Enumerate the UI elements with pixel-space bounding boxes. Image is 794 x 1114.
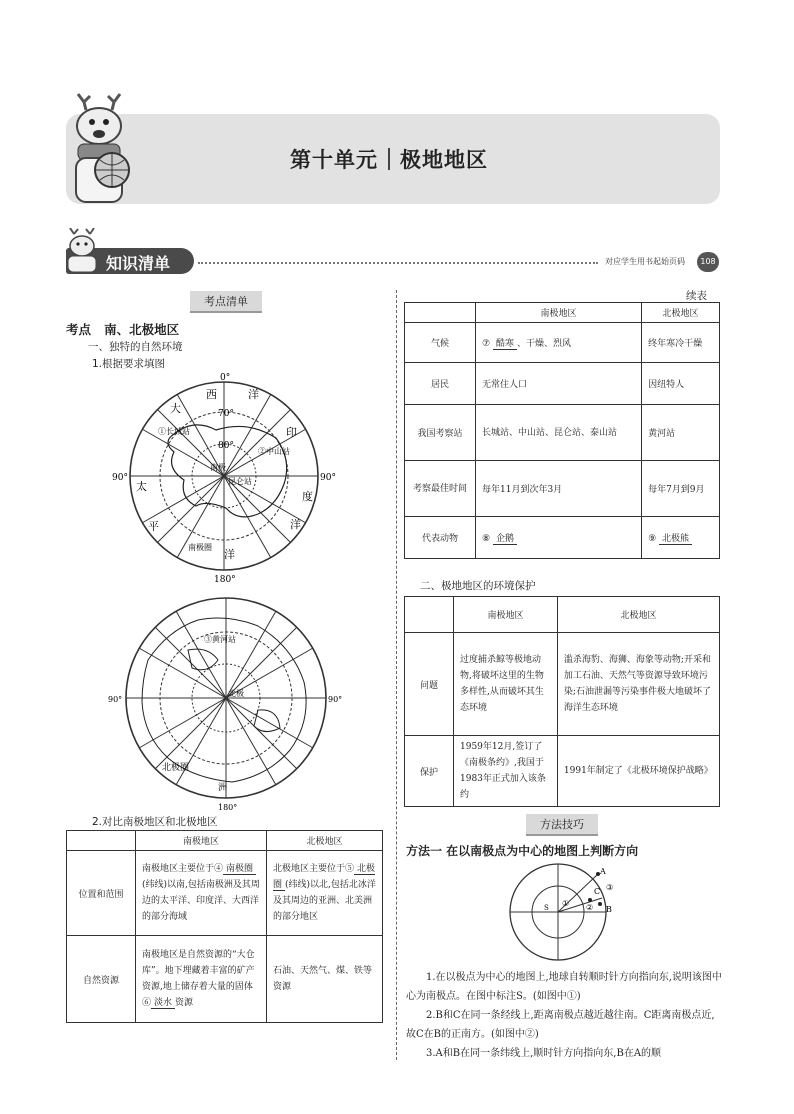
cell-text: (纬线)以北,包括北冰洋及其周边的亚洲、北美洲的部分地区: [272, 880, 376, 922]
row-label: 考察最佳时间: [405, 461, 476, 517]
arctic-map: [108, 590, 344, 812]
cell: 1991年制定了《北极环境保护战略》: [557, 736, 719, 807]
deer-mascot-icon: [64, 92, 144, 212]
row-label: 自然资源: [67, 936, 136, 1023]
cell: 每年7月到9月: [642, 461, 720, 517]
corner-cell: [405, 597, 454, 633]
cell-text: 南极地区是自然资源的“大仓库”。地下埋藏着丰富的矿产资源,地上储存着大量的固体⑥: [142, 950, 255, 1008]
table-row: [405, 363, 720, 405]
continued-label: 续表: [686, 290, 707, 302]
paragraph-2: 2.B和C在同一条经线上,距离南极点越近越往南。C距离南极点近,故C在B的正南方。(如图中②): [406, 1010, 715, 1040]
ocean-ping: 平: [148, 520, 159, 533]
deer-small-icon: [62, 228, 102, 274]
cell: [476, 323, 642, 363]
table-row: [405, 736, 720, 807]
cell-text: 北极地区主要位于⑤: [272, 864, 354, 874]
point-b-label: B: [606, 905, 612, 914]
item-2: 2.对比南极地区和北极地区: [92, 816, 218, 828]
section-tag-checklist: 考点清单: [190, 291, 262, 313]
column-divider: [396, 290, 397, 1060]
corner-cell: [67, 831, 136, 851]
table-row: [67, 851, 383, 936]
subsection-1: 一、独特的自然环境: [88, 341, 183, 353]
cell-text: ⑨: [648, 534, 657, 544]
section-tag-methods: 方法技巧: [526, 814, 598, 836]
arctic-map-grid: [126, 598, 326, 798]
south-pole-label: 南极: [210, 463, 226, 472]
mark-1: ①: [562, 899, 570, 908]
ocean-yang3: 洋: [290, 518, 301, 531]
answer: 企鹅: [493, 534, 517, 545]
row-label: 代表动物: [405, 517, 476, 559]
page-title: [290, 144, 488, 174]
ocean-yin: 印: [286, 426, 297, 439]
col-north: 北极地区: [266, 831, 382, 851]
topic-prefix: 考点: [66, 322, 92, 337]
cell-text: (纬线)以南,包括南极洲及其周边的太平洋、印度洋、大西洋的部分海域: [142, 880, 260, 922]
station-huanghe: ③黄河站: [204, 635, 236, 644]
method-paragraphs: [406, 968, 722, 1063]
cell: [266, 851, 382, 936]
cell: 石油、天然气、煤、铁等资源: [266, 936, 382, 1023]
cell: 因纽特人: [642, 363, 720, 405]
answer: 北极熊: [659, 534, 692, 545]
table-row: [405, 405, 720, 461]
cell: 每年11月到次年3月: [476, 461, 642, 517]
cell: 1959年12月,签订了《南极条约》,我国于1983年正式加入该条约: [454, 736, 558, 807]
station-changcheng: ①长城站: [158, 427, 190, 436]
arctic-zhou-label: 洲: [218, 783, 228, 793]
table-row: [405, 323, 720, 363]
cell: 终年寒冷干燥: [642, 323, 720, 363]
title-separator: [388, 148, 390, 170]
table-row: [67, 936, 383, 1023]
ocean-yang1: 洋: [248, 388, 259, 401]
cell: 过度捕杀鲸等极地动物,将破坏这里的生物多样性,从而破坏其生态环境: [454, 633, 558, 736]
answer: 南极圈: [223, 864, 256, 875]
ocean-xi: 西: [206, 388, 217, 401]
cell-text: 南极地区主要位于④: [142, 864, 224, 874]
row-label: 居民: [405, 363, 476, 405]
unit-topic: 极地地区: [400, 148, 488, 172]
lbl-90e: 90°: [320, 473, 336, 483]
point-c: [588, 898, 592, 902]
page-ref-number: 108: [697, 252, 719, 272]
antarctic-circle-label: 南极圈: [188, 543, 212, 552]
point-s-label: S: [544, 904, 549, 912]
protection-table: [404, 596, 720, 807]
cell: 滥杀海豹、海狮、海象等动物;开采和加工石油、天然气等资源导致环境污染;石油泄漏等污染事件极大地破坏了海洋生态环境: [557, 633, 719, 736]
table-row: [405, 461, 720, 517]
lbl-70: 70°: [218, 409, 234, 419]
diagram-grid: [510, 864, 606, 960]
ocean-tai: 太: [136, 480, 147, 493]
point-a-label: A: [600, 867, 606, 876]
topic-heading: [66, 320, 179, 338]
answer: 酷寒: [493, 339, 517, 350]
col-south: 南极地区: [476, 303, 642, 323]
lbl-180: 180°: [214, 575, 236, 584]
cell: 长城站、中山站、昆仑站、泰山站: [476, 405, 642, 461]
point-b: [598, 902, 602, 906]
compare-table-header: [67, 831, 383, 851]
compare-table: [66, 830, 383, 1023]
paragraph-1: 1.在以极点为中心的地图上,地球自转顺时针方向指向东,说明该图中心为南极点。在图中标注S。(如图中①): [406, 972, 722, 1002]
compare-table-continued: [404, 302, 720, 559]
lbl-90w: 90°: [112, 473, 128, 483]
cell-text: 、干燥、烈风: [516, 339, 571, 349]
ocean-yang2: 洋: [224, 548, 235, 561]
col-north: 北极地区: [557, 597, 719, 633]
row-label: 保护: [405, 736, 454, 807]
cell-text: 资源: [175, 998, 194, 1008]
paragraph-3: 3.A和B在同一条纬线上,顺时针方向指向东,B在A的顺: [426, 1048, 662, 1059]
col-north: 北极地区: [642, 303, 720, 323]
ocean-du: 度: [302, 490, 313, 503]
answer: 淡水: [151, 998, 175, 1009]
arctic-lbl-90w: 90°: [108, 695, 123, 704]
arctic-lbl-180: 180°: [218, 803, 238, 812]
lbl-0: 0°: [220, 373, 231, 383]
dotted-rule: [198, 262, 598, 264]
row-label: 我国考察站: [405, 405, 476, 461]
cell-text: ⑦: [482, 339, 491, 349]
north-pole-label: 北极: [228, 689, 244, 698]
method-title: 方法一 在以南极点为中心的地图上判断方向: [406, 844, 639, 858]
answer: 北极圈: [272, 864, 376, 890]
page-ref-text: 对应学生用书起始页码: [605, 257, 685, 266]
row-label: 气候: [405, 323, 476, 363]
arctic-circle-label: 北极圈: [162, 763, 190, 773]
station-kunlun: 昆仑站: [228, 477, 252, 486]
point-c-label: C: [594, 887, 601, 896]
cell: [136, 936, 267, 1023]
station-zhongshan: ②中山站: [258, 447, 290, 456]
mark-2: ②: [586, 903, 594, 912]
row-label: 问题: [405, 633, 454, 736]
lbl-80: 80°: [218, 441, 234, 451]
arctic-lbl-90e: 90°: [328, 695, 343, 704]
row-label: 位置和范围: [67, 851, 136, 936]
cell: [136, 851, 267, 936]
table-row: [405, 517, 720, 559]
unit-number: 第十单元: [290, 148, 378, 172]
table-row: [405, 633, 720, 736]
cell-text: ⑧: [482, 534, 491, 544]
mark-3: ③: [606, 883, 614, 892]
subsection-2: 二、极地地区的环境保护: [420, 580, 536, 592]
cell: [476, 517, 642, 559]
polar-direction-diagram: [506, 860, 626, 964]
cell: 黄河站: [642, 405, 720, 461]
corner-cell: [405, 303, 476, 323]
cell: [642, 517, 720, 559]
table-header: [405, 597, 720, 633]
ocean-da: 大: [170, 402, 181, 415]
cell: 无常住人口: [476, 363, 642, 405]
antarctic-map: [108, 372, 344, 584]
knowledge-label: 知识清单: [106, 254, 171, 273]
col-south: 南极地区: [136, 831, 267, 851]
topic-name: 南、北极地区: [104, 322, 180, 337]
col-south: 南极地区: [454, 597, 558, 633]
table-header: [405, 303, 720, 323]
item-1: 1.根据要求填图: [92, 358, 166, 370]
